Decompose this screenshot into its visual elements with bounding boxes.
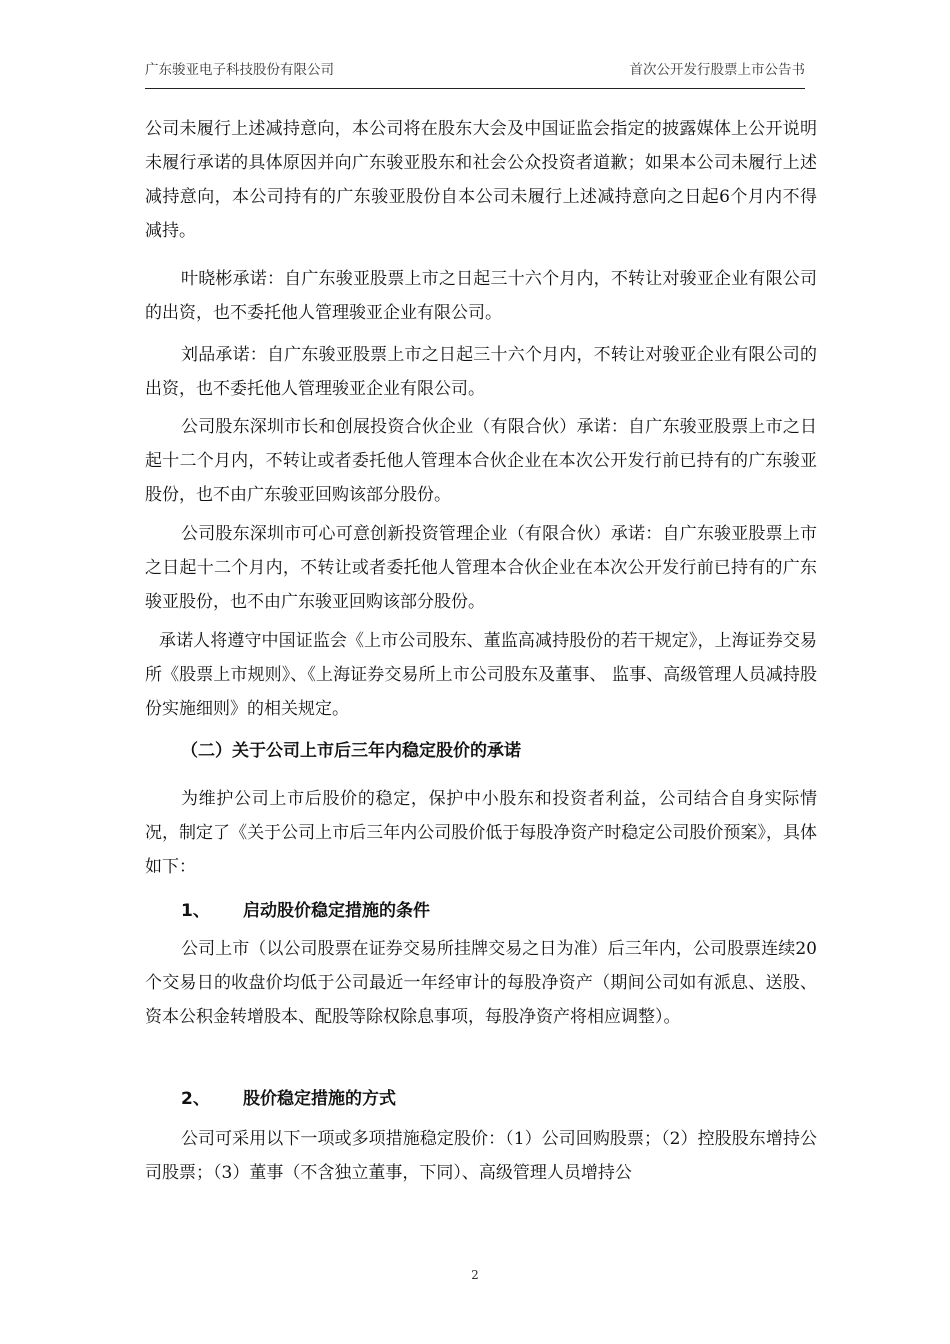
item-number: 2、 xyxy=(181,1089,210,1109)
item-heading: 启动股价稳定措施的条件 xyxy=(243,901,430,921)
paragraph: 刘品承诺：自广东骏亚股票上市之日起三十六个月内，不转让对骏亚企业有限公司的出资，也不委托他人管理骏亚企业有限公司。 xyxy=(145,345,817,399)
section-heading: （二）关于公司上市后三年内稳定股价的承诺 xyxy=(181,741,521,761)
paragraph: 公司可采用以下一项或多项措施稳定股价：（1）公司回购股票；（2）控股股东增持公司股票；（3）董事（不含独立董事，下同）、高级管理人员增持公 xyxy=(145,1129,817,1183)
paragraph: 公司上市（以公司股票在证券交易所挂牌交易之日为准）后三年内，公司股票连续20个交易日的收盘价均低于公司最近一年经审计的每股净资产（期间公司如有派息、送股、资本公积金转增股本、配股等除权除息事项，每股净资产将相应调整）。 xyxy=(145,939,817,1027)
paragraph: 为维护公司上市后股价的稳定，保护中小股东和投资者利益，公司结合自身实际情况，制定了《关于公司上市后三年内公司股价低于每股净资产时稳定公司股价预案》，具体如下： xyxy=(145,789,817,877)
item-heading: 股价稳定措施的方式 xyxy=(243,1089,396,1109)
paragraph: 公司未履行上述减持意向，本公司将在股东大会及中国证监会指定的披露媒体上公开说明未履行承诺的具体原因并向广东骏亚股东和社会公众投资者道歉；如果本公司未履行上述减持意向，本公司持有的广东骏亚股份自本公司未履行上述减持意向之日起6个月内不得减持。 xyxy=(145,119,817,241)
header-company: 广东骏亚电子科技股份有限公司 xyxy=(145,62,334,78)
page-header xyxy=(145,58,805,89)
paragraph: 公司股东深圳市可心可意创新投资管理企业（有限合伙）承诺：自广东骏亚股票上市之日起十二个月内，不转让或者委托他人管理本合伙企业在本次公开发行前已持有的广东骏亚股份，也不由广东骏亚回购该部分股份。 xyxy=(145,524,817,612)
page-number: 2 xyxy=(471,1268,479,1282)
paragraph: 叶晓彬承诺：自广东骏亚股票上市之日起三十六个月内，不转让对骏亚企业有限公司的出资，也不委托他人管理骏亚企业有限公司。 xyxy=(145,269,817,323)
paragraph: 公司股东深圳市长和创展投资合伙企业（有限合伙）承诺：自广东骏亚股票上市之日起十二个月内，不转让或者委托他人管理本合伙企业在本次公开发行前已持有的广东骏亚股份，也不由广东骏亚回购该部分股份。 xyxy=(145,417,817,505)
item-number: 1、 xyxy=(181,901,210,921)
paragraph: 承诺人将遵守中国证监会《上市公司股东、董监高减持股份的若干规定》，上海证券交易所《股票上市规则》、《上海证券交易所上市公司股东及董事、 监事、高级管理人员减持股份实施细则》的相关规定。 xyxy=(145,631,817,719)
header-doc-title: 首次公开发行股票上市公告书 xyxy=(629,62,805,78)
